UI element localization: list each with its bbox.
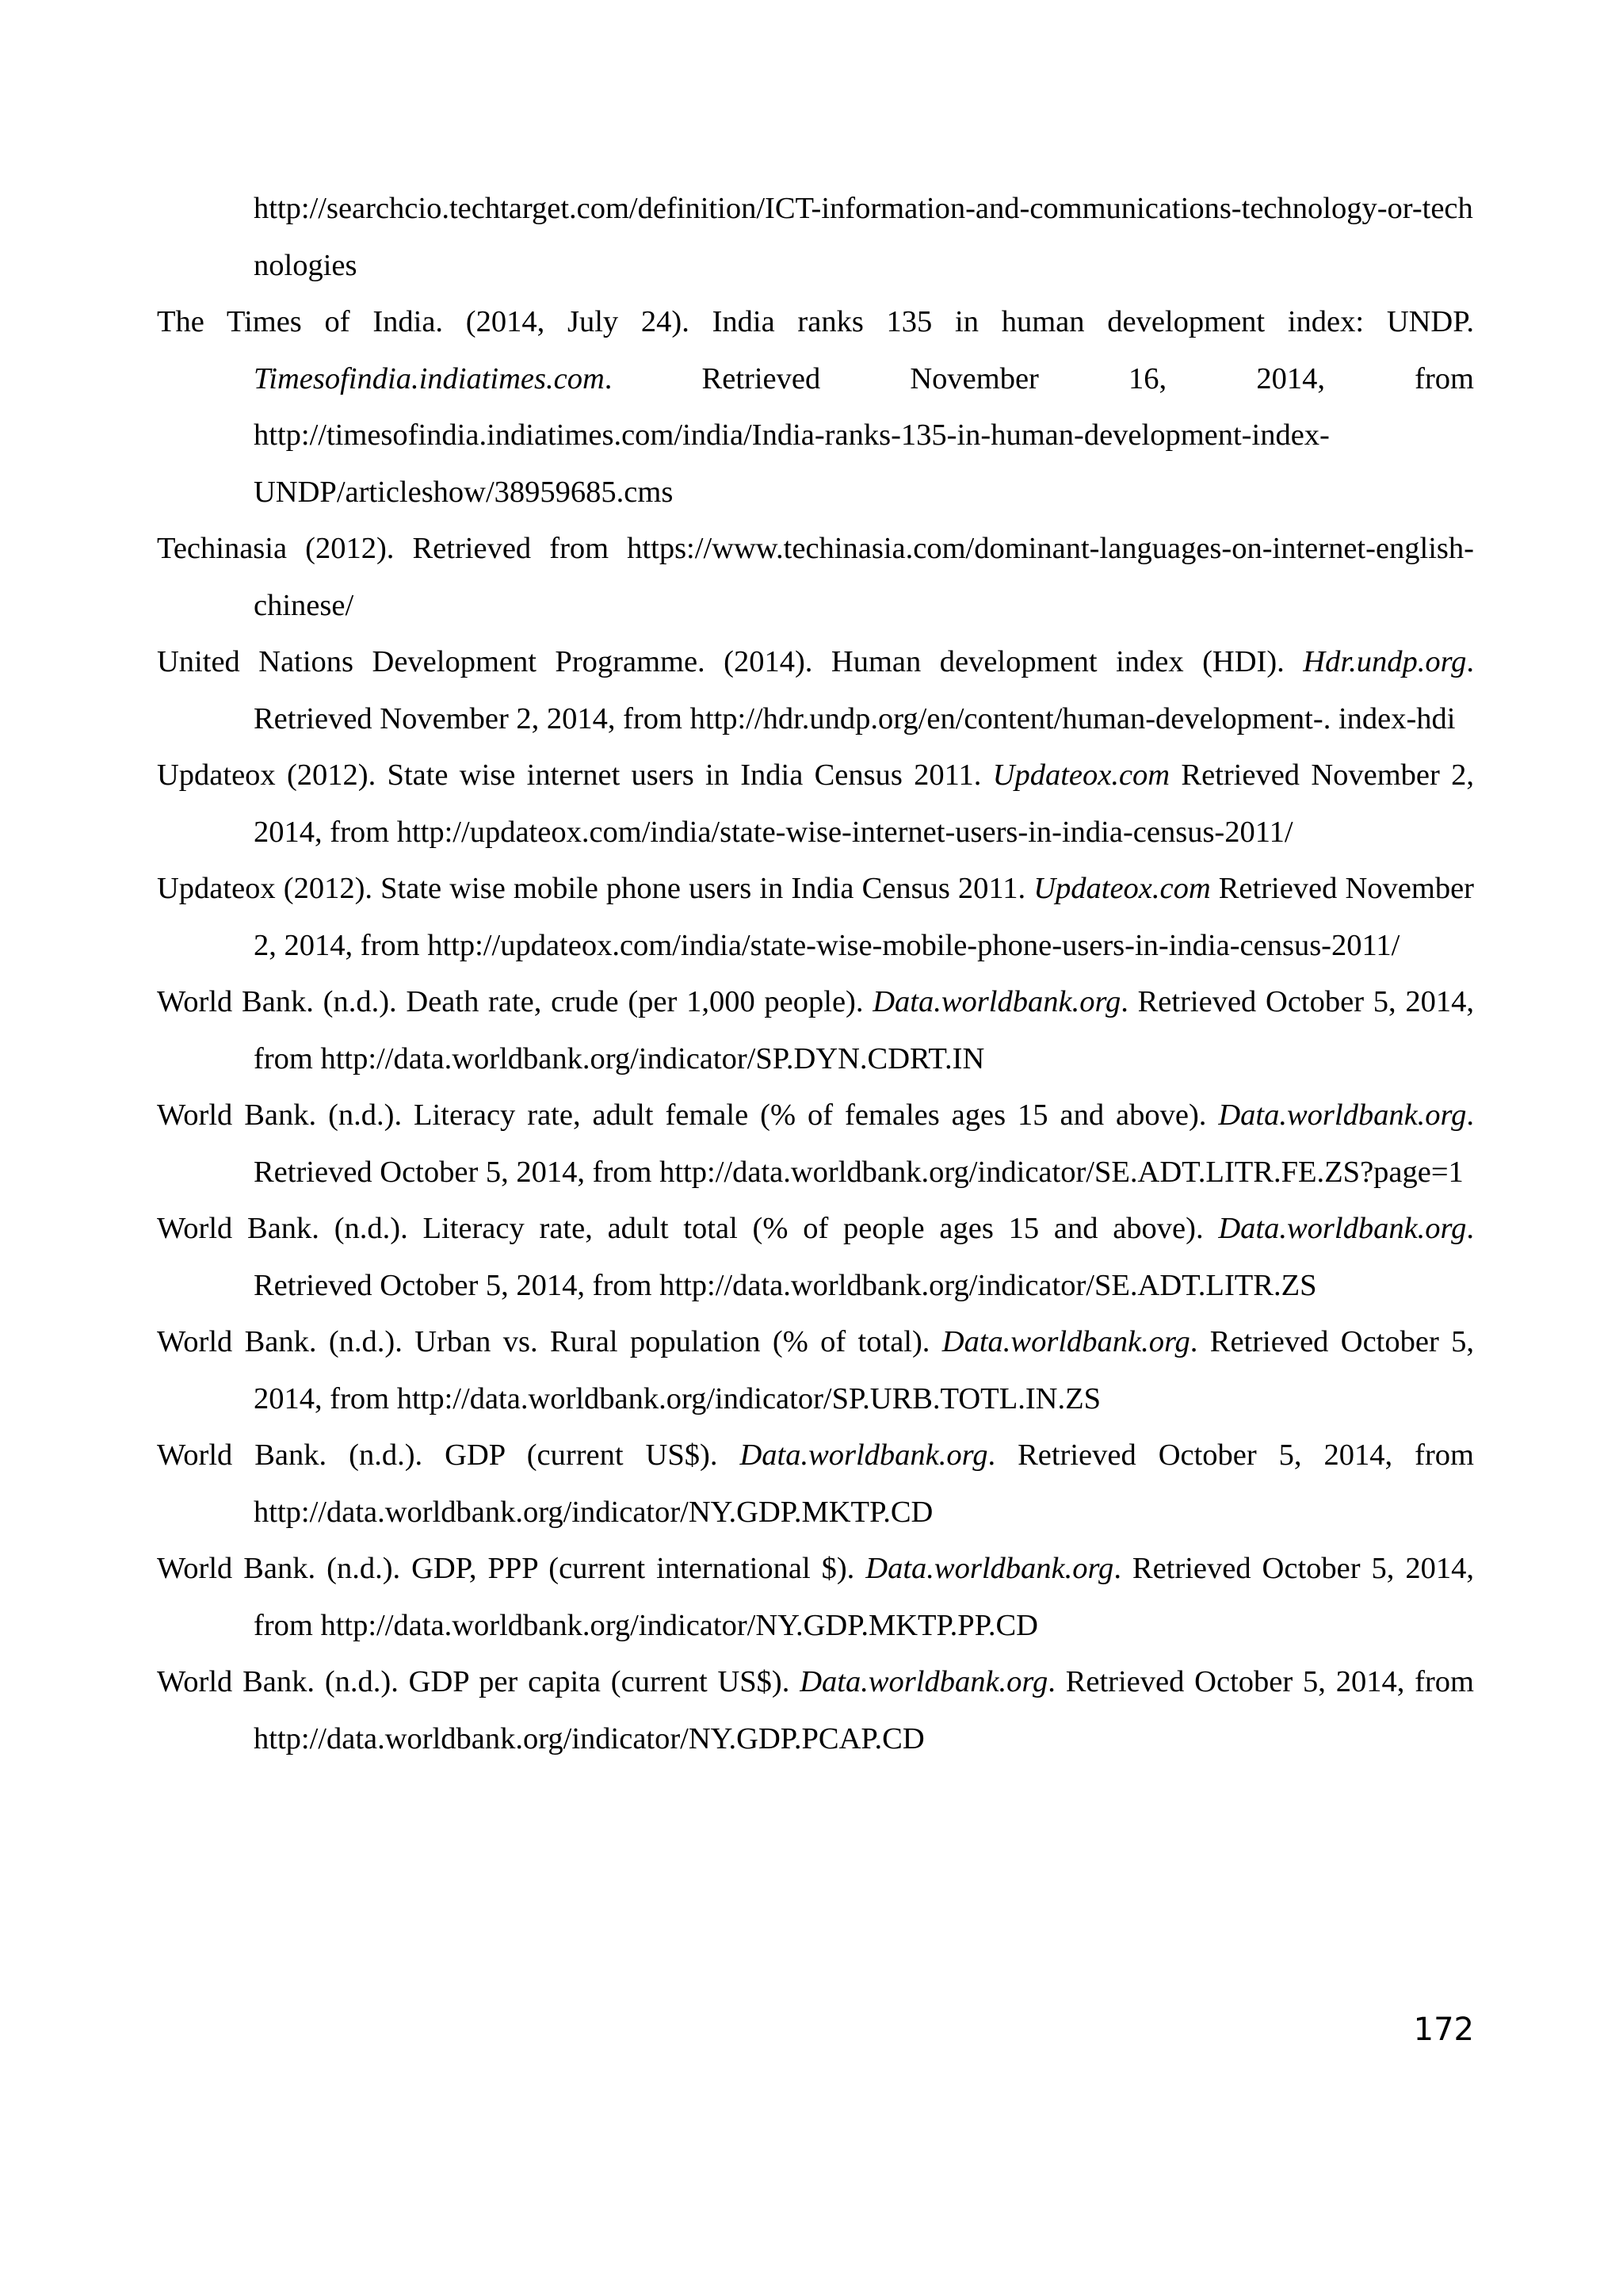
reference-text: World Bank. (n.d.). GDP, PPP (current international $). bbox=[157, 1552, 866, 1585]
reference-entry-continuation bbox=[157, 181, 1474, 294]
reference-source: Data.worldbank.org bbox=[800, 1665, 1048, 1698]
reference-retrieval: . Retrieved October 5, 2014, from http://data.worldbank.org/indicator/NY.GDP.MKTP.PP.CD bbox=[254, 1552, 1475, 1642]
reference-entry bbox=[157, 1087, 1474, 1201]
reference-entry bbox=[157, 974, 1474, 1087]
reference-source: Updateox.com bbox=[1033, 872, 1211, 905]
reference-entry bbox=[157, 634, 1474, 747]
reference-source: Data.worldbank.org bbox=[1218, 1212, 1467, 1245]
reference-text: Techinasia (2012). Retrieved from https://www.techinasia.com/dominant-languages-on-internet-english-chinese/ bbox=[157, 532, 1474, 622]
reference-entry bbox=[157, 294, 1474, 521]
reference-retrieval: . Retrieved October 5, 2014, from http://data.worldbank.org/indicator/NY.GDP.MKTP.CD bbox=[254, 1438, 1474, 1529]
reference-list bbox=[157, 181, 1474, 1767]
reference-text: World Bank. (n.d.). Literacy rate, adult female (% of females ages 15 and above). bbox=[157, 1098, 1219, 1132]
reference-source: Data.worldbank.org bbox=[941, 1325, 1190, 1358]
reference-retrieval: . Retrieved November 2, 2014, from http://hdr.undp.org/en/content/human-development-. index-hdi bbox=[254, 645, 1474, 735]
reference-text: United Nations Development Programme. (2014). Human development index (HDI). bbox=[157, 645, 1304, 678]
reference-text: World Bank. (n.d.). Literacy rate, adult total (% of people ages 15 and above). bbox=[157, 1212, 1219, 1245]
reference-entry bbox=[157, 1201, 1474, 1314]
reference-entry bbox=[157, 1541, 1474, 1654]
page-number: 172 bbox=[1413, 2011, 1474, 2048]
reference-text: Updateox (2012). State wise internet users in India Census 2011. bbox=[157, 758, 993, 792]
reference-source: Updateox.com bbox=[992, 758, 1170, 792]
reference-entry bbox=[157, 747, 1474, 861]
reference-entry bbox=[157, 861, 1474, 974]
reference-source: Data.worldbank.org bbox=[1218, 1098, 1467, 1132]
reference-retrieval: . Retrieved November 16, 2014, from http://timesofindia.indiatimes.com/india/India-ranks-135-in-human-development-index-UNDP/articleshow/38959685.cms bbox=[254, 361, 1474, 509]
reference-source: Hdr.undp.org bbox=[1303, 645, 1467, 678]
reference-source: Data.worldbank.org bbox=[873, 985, 1121, 1018]
reference-retrieval: . Retrieved October 5, 2014, from http://data.worldbank.org/indicator/SP.DYN.CDRT.IN bbox=[254, 985, 1474, 1075]
reference-text: World Bank. (n.d.). GDP per capita (current US$). bbox=[157, 1665, 800, 1698]
reference-text: World Bank. (n.d.). Urban vs. Rural population (% of total). bbox=[157, 1325, 942, 1358]
reference-retrieval: . Retrieved October 5, 2014, from http://data.worldbank.org/indicator/NY.GDP.PCAP.CD bbox=[254, 1665, 1474, 1755]
reference-retrieval: . Retrieved October 5, 2014, from http://data.worldbank.org/indicator/SE.ADT.LITR.FE.ZS?page=1 bbox=[254, 1098, 1474, 1189]
reference-retrieval: . Retrieved October 5, 2014, from http://data.worldbank.org/indicator/SE.ADT.LITR.ZS bbox=[254, 1212, 1474, 1302]
reference-source: Data.worldbank.org bbox=[739, 1438, 988, 1472]
reference-text: The Times of India. (2014, July 24). India ranks 135 in human development index: UNDP. bbox=[157, 305, 1474, 338]
reference-source: Timesofindia.indiatimes.com bbox=[254, 361, 605, 395]
reference-retrieval: . Retrieved October 5, 2014, from http://data.worldbank.org/indicator/SP.URB.TOTL.IN.ZS bbox=[254, 1325, 1474, 1415]
reference-source: Data.worldbank.org bbox=[865, 1552, 1114, 1585]
reference-text: Updateox (2012). State wise mobile phone users in India Census 2011. bbox=[157, 872, 1034, 905]
reference-entry bbox=[157, 1427, 1474, 1541]
reference-text: World Bank. (n.d.). Death rate, crude (per 1,000 people). bbox=[157, 985, 873, 1018]
reference-entry bbox=[157, 1314, 1474, 1427]
reference-entry bbox=[157, 521, 1474, 634]
reference-retrieval: Retrieved November 2, 2014, from http://updateox.com/india/state-wise-mobile-phone-users-in-india-census-2011/ bbox=[254, 872, 1474, 962]
reference-text: World Bank. (n.d.). GDP (current US$). bbox=[157, 1438, 740, 1472]
reference-entry bbox=[157, 1654, 1474, 1767]
reference-continuation-text: http://searchcio.techtarget.com/definition/ICT-information-and-communications-technology-or-technologies bbox=[254, 192, 1473, 282]
reference-retrieval: Retrieved November 2, 2014, from http://updateox.com/india/state-wise-internet-users-in-india-census-2011/ bbox=[254, 758, 1475, 849]
